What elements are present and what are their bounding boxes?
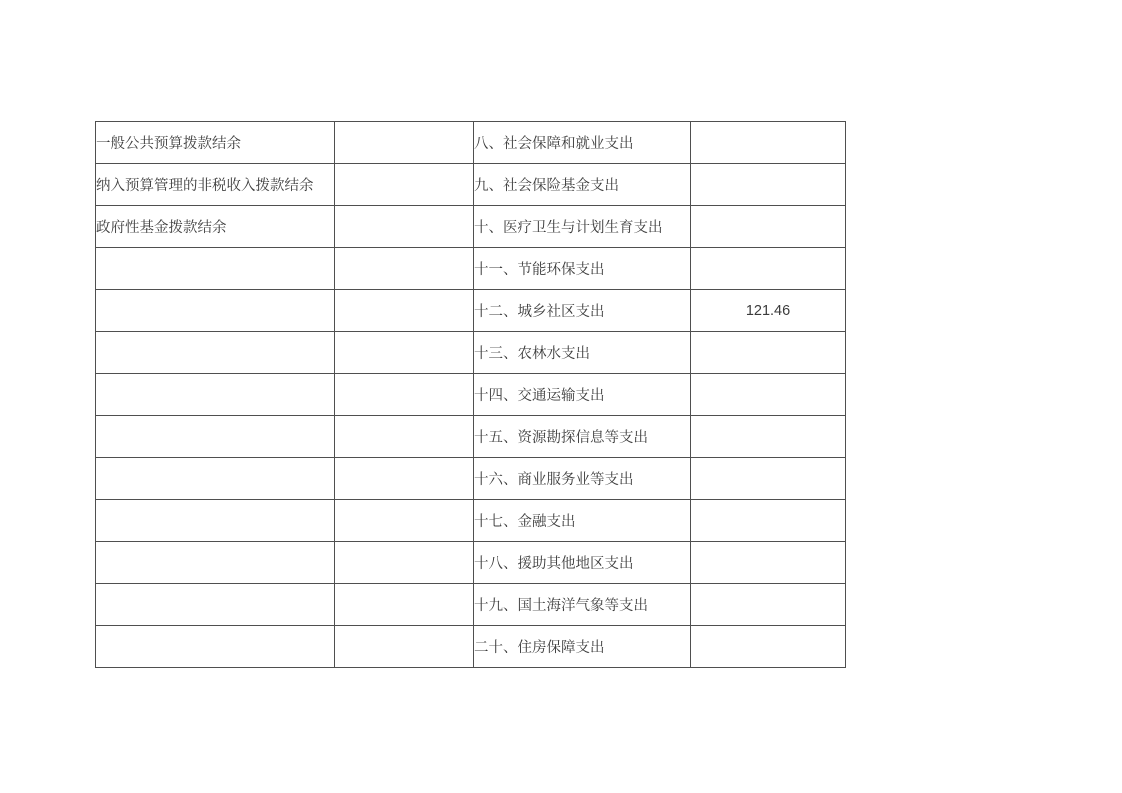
right-value-cell (691, 584, 846, 626)
right-value-cell: 121.46 (691, 290, 846, 332)
right-value-cell (691, 626, 846, 668)
left-value-cell (335, 458, 474, 500)
table-row (96, 500, 846, 542)
table-row (96, 416, 846, 458)
right-label-cell: 十六、商业服务业等支出 (474, 458, 691, 500)
right-label-cell: 十一、节能环保支出 (474, 248, 691, 290)
right-value-cell (691, 122, 846, 164)
left-label-cell (96, 542, 335, 584)
table-row (96, 290, 846, 332)
left-value-cell (335, 374, 474, 416)
right-value-cell (691, 374, 846, 416)
right-label-cell: 十五、资源勘探信息等支出 (474, 416, 691, 458)
left-value-cell (335, 206, 474, 248)
right-label-cell: 九、社会保险基金支出 (474, 164, 691, 206)
left-label-cell (96, 374, 335, 416)
right-value-cell (691, 332, 846, 374)
left-label-cell (96, 332, 335, 374)
right-value-cell (691, 416, 846, 458)
table-row (96, 164, 846, 206)
right-value-cell (691, 500, 846, 542)
right-value-cell (691, 458, 846, 500)
right-label-cell: 二十、住房保障支出 (474, 626, 691, 668)
table-row (96, 584, 846, 626)
left-value-cell (335, 416, 474, 458)
right-label-cell: 十七、金融支出 (474, 500, 691, 542)
right-label-cell: 八、社会保障和就业支出 (474, 122, 691, 164)
left-value-cell (335, 332, 474, 374)
table-row (96, 626, 846, 668)
left-label-cell (96, 500, 335, 542)
left-label-cell: 一般公共预算拨款结余 (96, 122, 335, 164)
table-row (96, 458, 846, 500)
left-label-cell: 政府性基金拨款结余 (96, 206, 335, 248)
right-label-cell: 十八、援助其他地区支出 (474, 542, 691, 584)
left-label-cell (96, 584, 335, 626)
left-value-cell (335, 164, 474, 206)
left-value-cell (335, 248, 474, 290)
right-value-cell (691, 248, 846, 290)
budget-table (95, 121, 846, 668)
left-label-cell (96, 458, 335, 500)
right-value-cell (691, 542, 846, 584)
left-label-cell (96, 248, 335, 290)
table-row (96, 122, 846, 164)
left-value-cell (335, 122, 474, 164)
table-row (96, 542, 846, 584)
left-label-cell (96, 290, 335, 332)
right-value-cell (691, 206, 846, 248)
table-row (96, 332, 846, 374)
right-label-cell: 十、医疗卫生与计划生育支出 (474, 206, 691, 248)
table-row (96, 374, 846, 416)
right-label-cell: 十二、城乡社区支出 (474, 290, 691, 332)
right-value-cell (691, 164, 846, 206)
left-value-cell (335, 500, 474, 542)
right-label-cell: 十九、国土海洋气象等支出 (474, 584, 691, 626)
left-label-cell: 纳入预算管理的非税收入拨款结余 (96, 164, 335, 206)
right-label-cell: 十三、农林水支出 (474, 332, 691, 374)
left-value-cell (335, 290, 474, 332)
table-row (96, 248, 846, 290)
right-label-cell: 十四、交通运输支出 (474, 374, 691, 416)
left-label-cell (96, 416, 335, 458)
left-value-cell (335, 626, 474, 668)
table-row (96, 206, 846, 248)
left-label-cell (96, 626, 335, 668)
left-value-cell (335, 542, 474, 584)
left-value-cell (335, 584, 474, 626)
